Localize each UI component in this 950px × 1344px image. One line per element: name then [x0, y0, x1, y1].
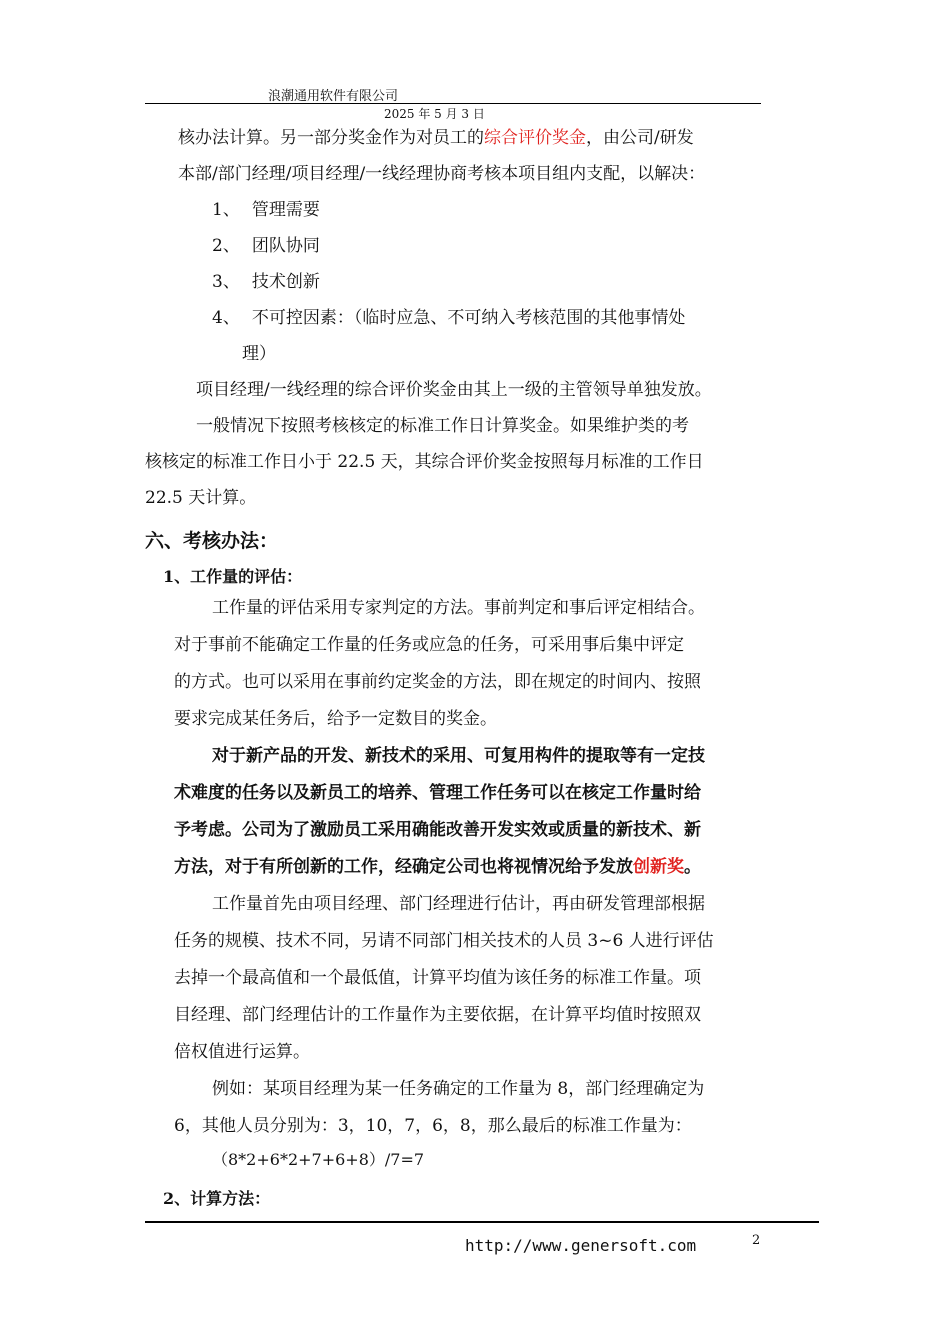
paragraph-line: 要求完成某任务后，给予一定数目的奖金。 — [174, 709, 497, 729]
text-run: 。 — [684, 857, 701, 877]
paragraph-line: 本部/部门经理/项目经理/一线经理协商考核本项目组内支配，以解决： — [178, 164, 706, 184]
paragraph-line: 核核定的标准工作日小于 22.5 天，其综合评价奖金按照每月标准的工作日 — [145, 452, 704, 472]
text-run: 方法，对于有所创新的工作，经确定公司也将视情况给予发放 — [174, 857, 633, 877]
paragraph-line: 工作量首先由项目经理、部门经理进行估计，再由研发管理部根据 — [212, 894, 705, 914]
header-rule — [145, 103, 761, 104]
section-heading: 六、考核办法： — [145, 530, 279, 552]
paragraph-line: 去掉一个最高值和一个最低值，计算平均值为该任务的标准工作量。项 — [174, 968, 701, 988]
paragraph-line: 予考虑。公司为了激励员工采用确能改善开发实效或质量的新技术、新 — [174, 820, 701, 840]
subsection-heading: 2、计算方法： — [163, 1189, 271, 1208]
paragraph-line: 项目经理/一线经理的综合评价奖金由其上一级的主管领导单独发放。 — [196, 380, 712, 400]
page-number: 2 — [752, 1233, 761, 1248]
paragraph-line: 例如：某项目经理为某一任务确定的工作量为 8，部门经理确定为 — [212, 1079, 705, 1099]
paragraph-line: 工作量的评估采用专家判定的方法。事前判定和事后评定相结合。 — [212, 598, 705, 618]
paragraph-line — [174, 857, 701, 877]
paragraph-line: 术难度的任务以及新员工的培养、管理工作任务可以在核定工作量时给 — [174, 783, 701, 803]
subsection-heading: 1、工作量的评估： — [163, 567, 303, 586]
list-number: 2、 — [212, 236, 240, 256]
list-number: 1、 — [212, 200, 240, 220]
text-run: ，由公司/研发 — [586, 128, 694, 148]
paragraph-line: 6，其他人员分别为：3，10，7，6，8，那么最后的标准工作量为： — [174, 1116, 692, 1136]
list-number: 4、 — [212, 308, 240, 328]
list-text: 管理需要 — [251, 200, 320, 220]
list-item — [212, 236, 320, 256]
paragraph-line — [178, 128, 694, 148]
header-date: 2025 年 5 月 3 日 — [384, 107, 485, 121]
paragraph-line: 任务的规模、技术不同，另请不同部门相关技术的人员 3~6 人进行评估 — [174, 931, 714, 951]
footer-rule — [145, 1221, 819, 1223]
paragraph-line: 22.5 天计算。 — [145, 488, 257, 508]
paragraph-line: 倍权值进行运算。 — [174, 1042, 310, 1062]
list-text: 团队协同 — [251, 236, 320, 256]
paragraph-line: 对于新产品的开发、新技术的采用、可复用构件的提取等有一定技 — [212, 746, 705, 766]
paragraph-line: 目经理、部门经理估计的工作量作为主要依据，在计算平均值时按照双 — [174, 1005, 701, 1025]
list-text: 不可控因素：（临时应急、不可纳入考核范围的其他事情处 — [251, 308, 686, 328]
footer-url: http://www.genersoft.com — [465, 1236, 697, 1255]
header-company: 浪潮通用软件有限公司 — [268, 89, 399, 104]
list-item — [212, 272, 320, 292]
list-text: 技术创新 — [251, 272, 320, 292]
text-run: 核办法计算。另一部分奖金作为对员工的 — [178, 128, 484, 148]
list-item — [212, 308, 685, 328]
list-item-continuation: 理） — [242, 344, 276, 364]
highlight-term: 创新奖 — [633, 857, 684, 877]
highlight-term: 综合评价奖金 — [484, 128, 586, 148]
list-number: 3、 — [212, 272, 240, 292]
list-item — [212, 200, 320, 220]
paragraph-line: 一般情况下按照考核核定的标准工作日计算奖金。如果维护类的考 — [196, 416, 689, 436]
paragraph-line: 对于事前不能确定工作量的任务或应急的任务，可采用事后集中评定 — [174, 635, 684, 655]
paragraph-line: 的方式。也可以采用在事前约定奖金的方法，即在规定的时间内、按照 — [174, 672, 701, 692]
formula: （8*2+6*2+7+6+8）/7=7 — [212, 1150, 425, 1169]
